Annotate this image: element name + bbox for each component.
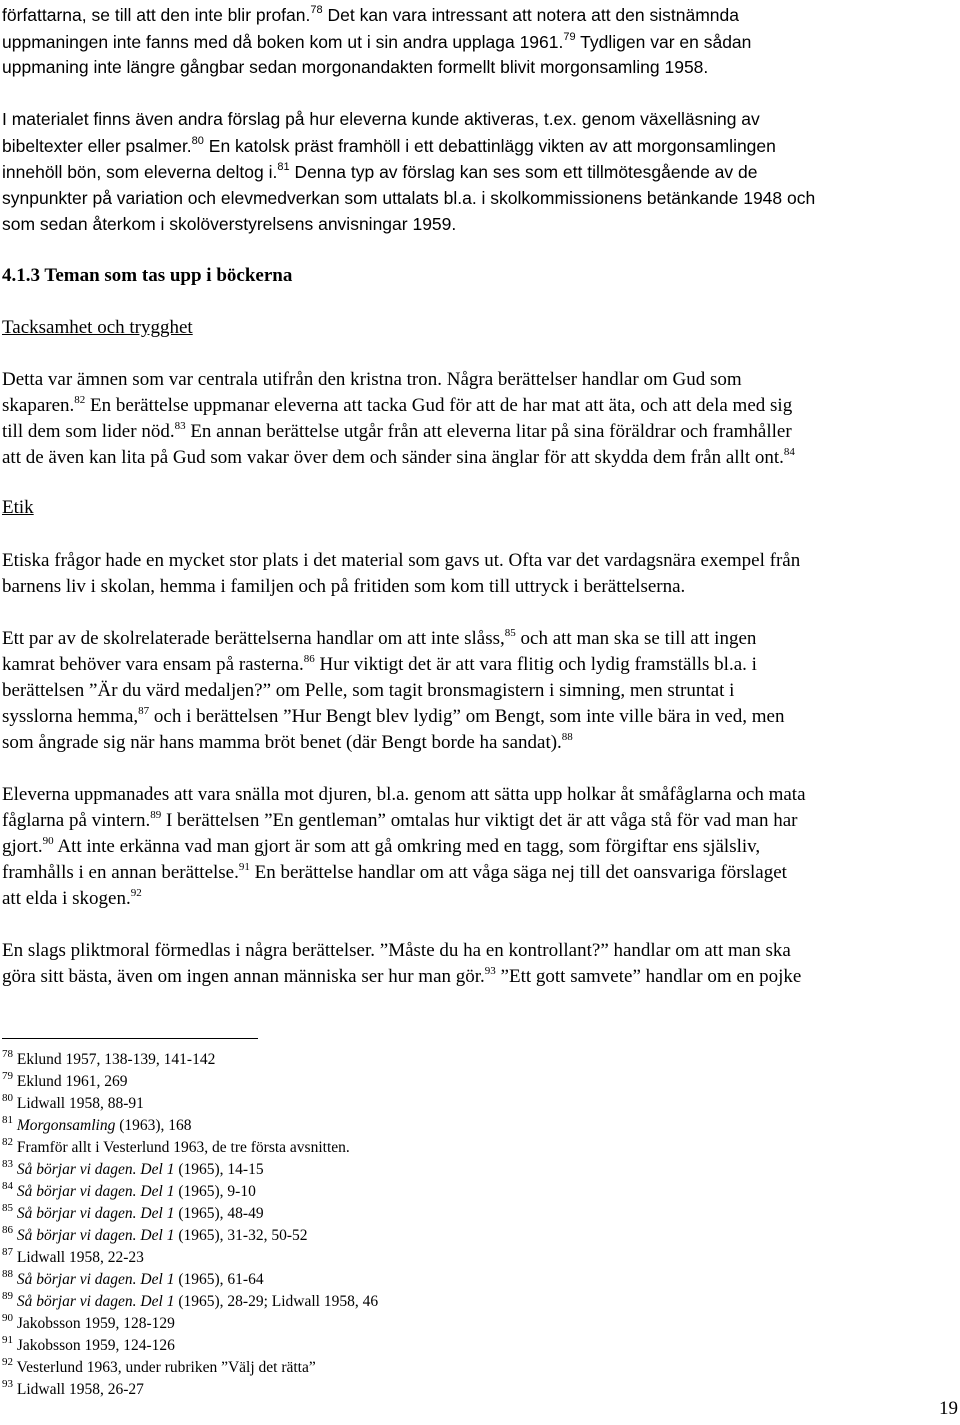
footnote-ref: 91	[238, 860, 250, 873]
text-run: Tydligen var en sådan	[575, 32, 752, 52]
footnote-ref: 80	[191, 135, 204, 148]
text-run: Tacksamhet och trygghet	[2, 317, 193, 338]
footnote-separator	[2, 1038, 258, 1039]
footnote-number: 89	[2, 1289, 13, 1302]
text-run: och att man ska se till att ingen	[515, 628, 757, 649]
text-run: Denna typ av förslag kan ses som ett tillmötesgående av de	[289, 162, 758, 182]
text-line	[2, 652, 757, 678]
text-run: Detta var ämnen som var centrala utifrån den kristna tron. Några berättelser handlar om Gud som	[2, 369, 742, 390]
footnote	[2, 1157, 264, 1180]
text-line	[2, 808, 798, 834]
text-run: Ett par av de skolrelaterade berättelserna handlar om att inte slåss,	[2, 628, 505, 649]
footnote	[2, 1377, 144, 1400]
footnote-ref: 87	[138, 704, 150, 717]
footnote-ref: 85	[504, 626, 516, 639]
footnote-ref: 86	[303, 652, 315, 665]
footnote-number: 93	[2, 1377, 13, 1390]
footnote	[2, 1069, 128, 1092]
text-line	[2, 704, 784, 730]
footnote	[2, 1179, 256, 1202]
footnote	[2, 1289, 379, 1312]
text-run: synpunkter på variation och elevmedverkan som uttalats bl.a. i skolkommissionens betänkande 1948 och	[2, 188, 816, 208]
text-run: berättelsen ”Är du värd medaljen?” om Pelle, som tagit bronsmagistern i simning, men struntat i	[2, 680, 735, 701]
text-run: (1965), 28-29; Lidwall 1958, 46	[174, 1293, 379, 1310]
text-run: Etiska frågor hade en mycket stor plats i det material som gavs ut. Ofta var det vardagsnära exempel från	[2, 550, 801, 571]
footnote-number: 82	[2, 1135, 13, 1148]
text-run: Att inte erkänna vad man gjort är som att gå omkring med en tagg, som förgiftar ens själsliv,	[53, 836, 761, 857]
footnote	[2, 1267, 264, 1290]
text-run: innehöll bön, som eleverna deltog i.	[2, 162, 278, 182]
text-run: (1965), 61-64	[174, 1271, 264, 1288]
footnote-number: 85	[2, 1201, 13, 1214]
footnote-number: 79	[2, 1069, 13, 1082]
text-run: Så börjar vi dagen. Del 1	[16, 1161, 175, 1178]
text-run: Eleverna uppmanades att vara snälla mot djuren, bl.a. genom att sätta upp holkar åt småfåglarna och mata	[2, 784, 806, 805]
text-run: barnens liv i skolan, hemma i familjen och på fritiden som kom till uttryck i berättelserna.	[2, 576, 686, 597]
footnote	[2, 1311, 175, 1334]
text-run: Eklund 1957, 138-139, 141-142	[16, 1051, 216, 1068]
text-line	[2, 938, 791, 964]
text-line	[2, 730, 573, 756]
footnote-ref: 82	[74, 393, 86, 406]
text-run: skaparen.	[2, 395, 75, 416]
subheading	[2, 495, 34, 521]
footnote-number: 91	[2, 1333, 13, 1346]
page-number: 19	[939, 1398, 958, 1419]
text-run: Framför allt i Vesterlund 1963, de tre första avsnitten.	[16, 1139, 350, 1156]
footnote-ref: 92	[130, 886, 142, 899]
text-line	[2, 393, 792, 419]
text-run: till dem som lider nöd.	[2, 421, 175, 442]
text-line	[2, 834, 760, 860]
text-run: gjort.	[2, 836, 43, 857]
text-run: Lidwall 1958, 22-23	[16, 1249, 144, 1266]
text-line	[2, 782, 806, 808]
text-run: ”Ett gott samvete” handlar om en pojke	[495, 966, 802, 987]
text-run: Vesterlund 1963, under rubriken ”Välj det rätta”	[16, 1359, 316, 1376]
footnote	[2, 1113, 192, 1136]
text-run: Det kan vara intressant att notera att den sistnämnda	[322, 5, 739, 25]
footnote	[2, 1135, 350, 1158]
text-line	[2, 626, 756, 652]
text-line	[2, 185, 815, 211]
text-run: (1965), 9-10	[174, 1183, 256, 1200]
footnote-ref: 84	[783, 445, 795, 458]
footnote-ref: 93	[484, 964, 496, 977]
text-run: Hur viktigt det är att vara flitig och lydig framställs bl.a. i	[314, 654, 757, 675]
text-line	[2, 211, 456, 237]
text-line	[2, 2, 739, 28]
text-line	[2, 367, 742, 393]
text-run: Morgonsamling	[16, 1117, 116, 1134]
text-run: Jakobsson 1959, 128-129	[16, 1315, 175, 1332]
footnote-number: 80	[2, 1091, 13, 1104]
footnote-ref: 90	[42, 834, 54, 847]
footnote-ref: 78	[310, 4, 323, 17]
text-run: 4.1.3 Teman som tas upp i böckerna	[2, 265, 293, 286]
text-run: fåglarna på vintern.	[2, 810, 151, 831]
text-line	[2, 159, 757, 185]
footnote	[2, 1333, 175, 1356]
text-line	[2, 445, 795, 471]
text-run: (1965), 48-49	[174, 1205, 264, 1222]
text-run: framhålls i en annan berättelse.	[2, 862, 239, 883]
footnote-ref: 83	[174, 419, 186, 432]
text-run: I berättelsen ”En gentleman” omtalas hur viktigt det är att våga stå för vad man har	[161, 810, 798, 831]
text-run: En berättelse handlar om att våga säga nej till det oansvariga förslaget	[249, 862, 787, 883]
section-heading	[2, 263, 292, 289]
text-run: Så börjar vi dagen. Del 1	[16, 1227, 175, 1244]
text-run: Så börjar vi dagen. Del 1	[16, 1183, 175, 1200]
footnote	[2, 1245, 144, 1268]
text-run: som ångrade sig när hans mamma bröt benet (där Bengt borde ha sandat).	[2, 732, 562, 753]
text-run: (1965), 31-32, 50-52	[174, 1227, 308, 1244]
text-line	[2, 54, 708, 80]
text-run: uppmaning inte längre gångbar sedan morgonandakten formellt blivit morgonsamling 1958.	[2, 57, 709, 77]
text-line	[2, 106, 760, 132]
text-run: Så börjar vi dagen. Del 1	[16, 1271, 175, 1288]
footnote-ref: 89	[150, 808, 162, 821]
footnote-number: 84	[2, 1179, 13, 1192]
text-run: En berättelse uppmanar eleverna att tacka Gud för att de har mat att äta, och att dela med sig	[85, 395, 793, 416]
footnote-number: 87	[2, 1245, 13, 1258]
text-line	[2, 860, 787, 886]
text-run: att elda i skogen.	[2, 888, 131, 909]
footnote-number: 90	[2, 1311, 13, 1324]
footnote	[2, 1091, 144, 1114]
text-run: (1963), 168	[115, 1117, 192, 1134]
text-line	[2, 574, 685, 600]
text-run: att de även kan lita på Gud som vakar över dem och sänder sina änglar för att skydda dem från allt ont.	[2, 447, 784, 468]
footnote	[2, 1223, 308, 1246]
text-line	[2, 419, 792, 445]
text-run: I materialet finns även andra förslag på hur eleverna kunde aktiveras, t.ex. genom växelläsning av	[2, 109, 760, 129]
text-line	[2, 678, 734, 704]
footnote-number: 86	[2, 1223, 13, 1236]
text-run: Lidwall 1958, 26-27	[16, 1381, 144, 1398]
text-run: Etik	[2, 497, 34, 518]
text-run: Lidwall 1958, 88-91	[16, 1095, 144, 1112]
text-run: Eklund 1961, 269	[16, 1073, 128, 1090]
footnote-ref: 88	[561, 730, 573, 743]
text-run: författarna, se till att den inte blir profan.	[2, 5, 311, 25]
text-run: göra sitt bästa, även om ingen annan människa ser hur man gör.	[2, 966, 485, 987]
subheading	[2, 315, 193, 341]
footnote	[2, 1355, 316, 1378]
text-run: En annan berättelse utgår från att eleverna litar på sina föräldrar och framhåller	[185, 421, 792, 442]
text-run: En slags pliktmoral förmedlas i några berättelser. ”Måste du ha en kontrollant?” handlar om att man ska	[2, 940, 791, 961]
footnote	[2, 1047, 216, 1070]
footnote-ref: 79	[563, 31, 576, 44]
footnote-number: 78	[2, 1047, 13, 1060]
text-line	[2, 133, 776, 159]
text-run: som sedan återkom i skolöverstyrelsens anvisningar 1959.	[2, 214, 457, 234]
text-run: och i berättelsen ”Hur Bengt blev lydig” om Bengt, som inte ville bära in ved, men	[149, 706, 785, 727]
footnote-ref: 81	[277, 161, 290, 174]
text-run: Så börjar vi dagen. Del 1	[16, 1205, 175, 1222]
text-run: bibeltexter eller psalmer.	[2, 136, 192, 156]
text-run: Så börjar vi dagen. Del 1	[16, 1293, 175, 1310]
text-run: Jakobsson 1959, 124-126	[16, 1337, 175, 1354]
footnote-number: 92	[2, 1355, 13, 1368]
text-line	[2, 548, 800, 574]
text-run: (1965), 14-15	[174, 1161, 264, 1178]
text-run: sysslorna hemma,	[2, 706, 139, 727]
footnote-number: 81	[2, 1113, 13, 1126]
text-run: uppmaningen inte fanns med då boken kom ut i sin andra upplaga 1961.	[2, 32, 564, 52]
footnote	[2, 1201, 264, 1224]
text-line	[2, 886, 142, 912]
text-run: kamrat behöver vara ensam på rasterna.	[2, 654, 304, 675]
text-line	[2, 29, 751, 55]
footnote-number: 88	[2, 1267, 13, 1280]
text-line	[2, 964, 801, 990]
footnote-number: 83	[2, 1157, 13, 1170]
text-run: En katolsk präst framhöll i ett debattinlägg vikten av att morgonsamlingen	[203, 136, 776, 156]
